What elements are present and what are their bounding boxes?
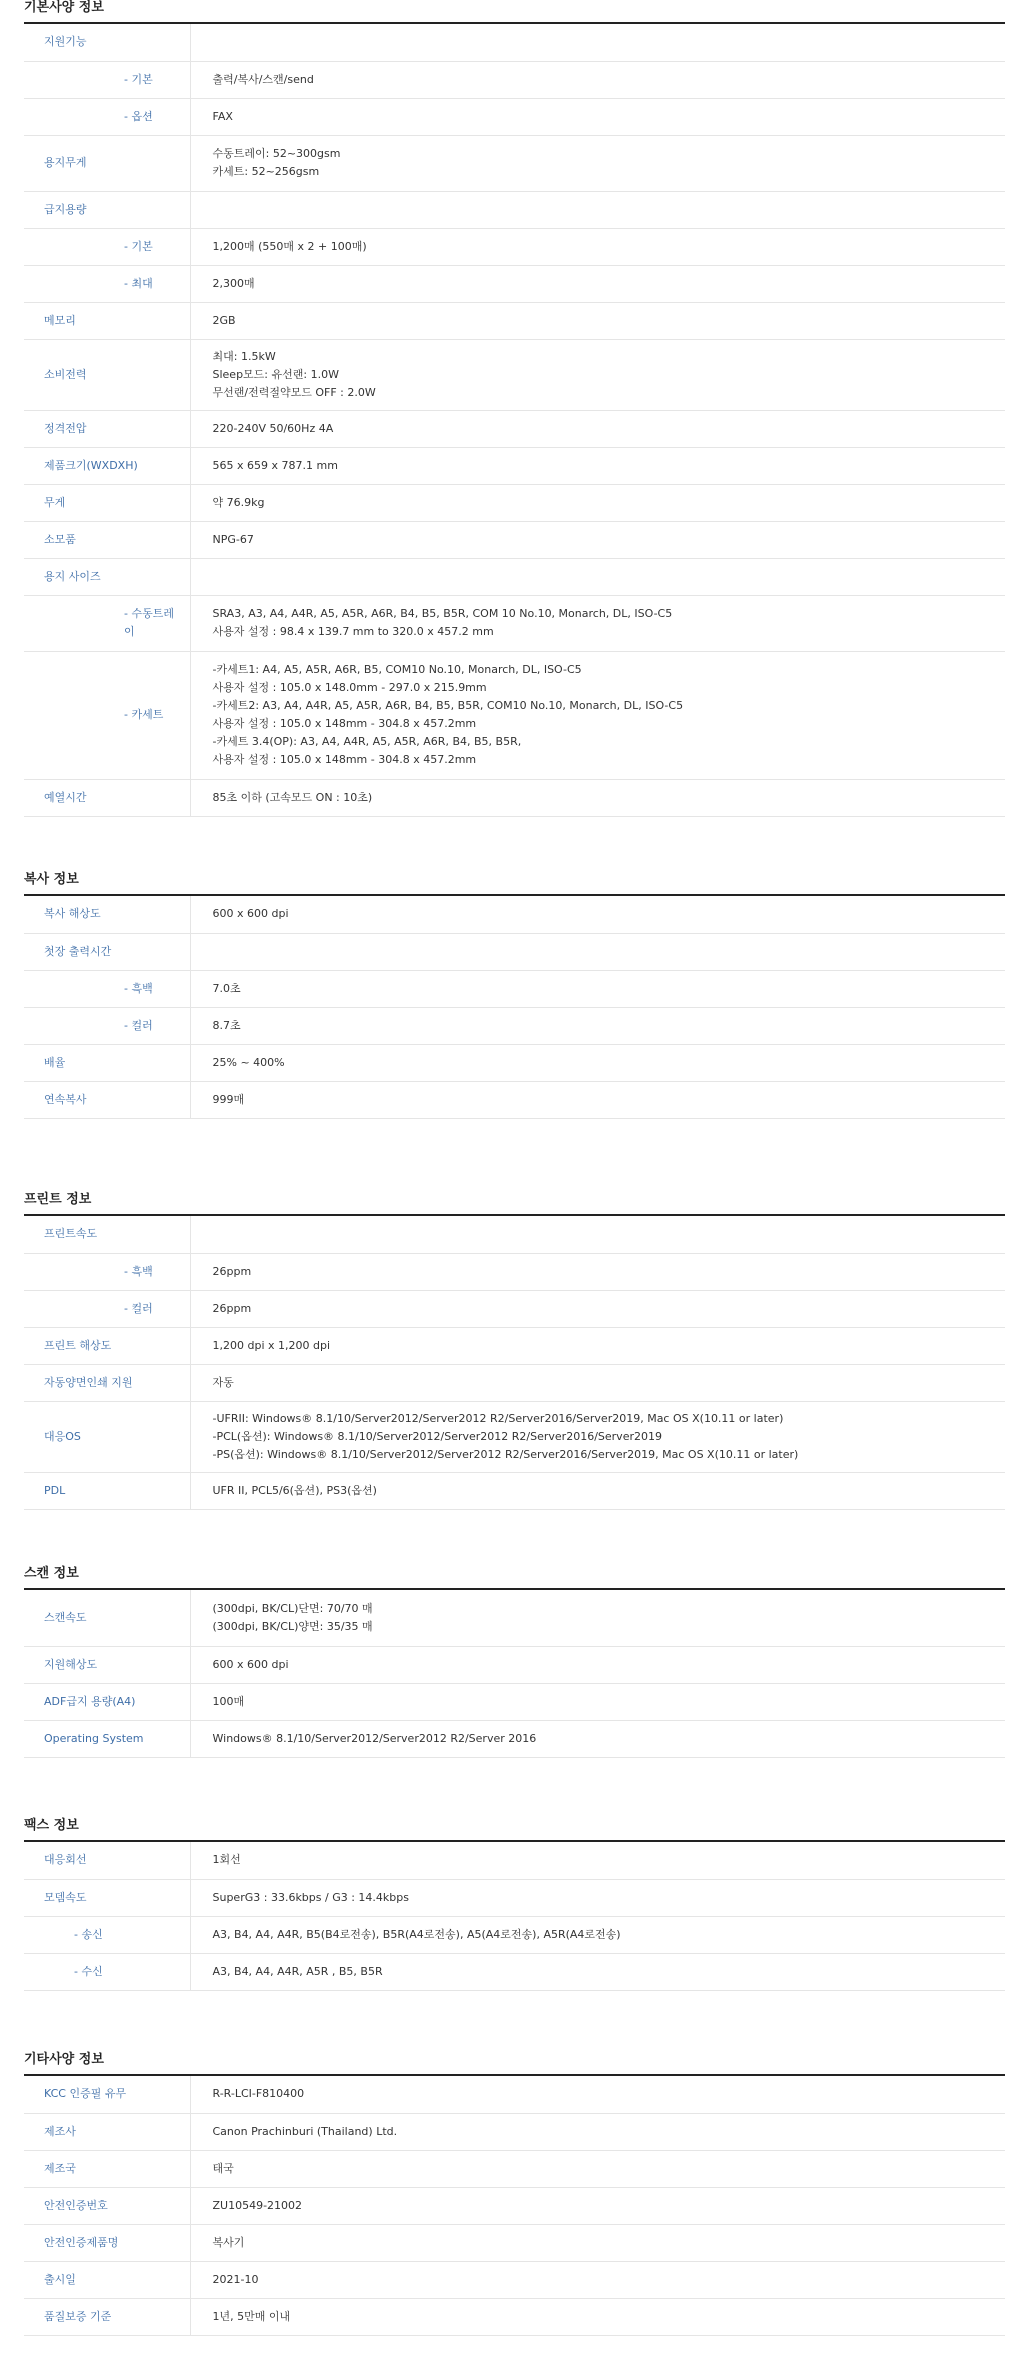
spec-section xyxy=(24,1566,1005,1758)
spec-label: 예열시간 xyxy=(24,779,190,816)
spec-value: NPG-67 xyxy=(212,532,254,546)
spec-row xyxy=(24,1879,1005,1916)
spec-value: Canon Prachinburi (Thailand) Ltd. xyxy=(212,2124,398,2138)
spec-label: 제조국 xyxy=(24,2150,190,2187)
spec-row xyxy=(24,1081,1005,1118)
spec-section xyxy=(24,872,1005,1119)
spec-label: 무게 xyxy=(24,484,190,521)
spec-row xyxy=(24,2113,1005,2150)
spec-row xyxy=(24,24,1005,61)
spec-label: 지원기능 xyxy=(24,24,190,61)
spec-label: - 옵션 xyxy=(24,98,190,135)
spec-row xyxy=(24,191,1005,228)
spec-row xyxy=(24,61,1005,98)
spec-label: PDL xyxy=(24,1472,190,1509)
spec-row xyxy=(24,2224,1005,2261)
spec-label: - 수신 xyxy=(24,1953,190,1990)
spec-value: 565 x 659 x 787.1 mm xyxy=(212,458,338,472)
spec-label: 복사 해상도 xyxy=(24,896,190,933)
spec-label: 용지 사이즈 xyxy=(24,558,190,595)
spec-value: 85초 이하 (고속모드 ON : 10초) xyxy=(212,790,373,804)
spec-row xyxy=(24,1044,1005,1081)
spec-label: - 컬러 xyxy=(24,1290,190,1327)
spec-label: 제조사 xyxy=(24,2113,190,2150)
spec-value: 태국 xyxy=(212,2161,234,2175)
spec-value: -카세트1: A4, A5, A5R, A6R, B5, COM10 No.10, Monarch, DL, ISO-C5 사용자 설정 : 105.0 x 148.0mm - 297.0 x 215.9mm -카세트2: A3, A4, A4R, A5, A5R, A6R, B4, B5, B5R, COM10 No.10, Monarch, DL, ISO-C5 사용자 설정 : 105.0 x 148mm - 304.8 x 457.2mm -카세트 3.4(OP): A3, A4, A4R, A5, A5R, A6R, B4, B5, B5R, 사용자 설정 : 105.0 x 148mm - 304.8 x 457.2mm xyxy=(212,663,684,766)
spec-table xyxy=(24,1590,1005,1758)
spec-section xyxy=(24,0,1005,817)
spec-row xyxy=(24,1590,1005,1646)
spec-value: FAX xyxy=(212,109,233,123)
spec-row xyxy=(24,1683,1005,1720)
spec-label: 출시일 xyxy=(24,2261,190,2298)
section-title: 복사 정보 xyxy=(24,872,1005,896)
spec-label: 품질보증 기준 xyxy=(24,2298,190,2335)
spec-row xyxy=(24,98,1005,135)
section-title: 스캔 정보 xyxy=(24,1566,1005,1590)
spec-label: 급지용량 xyxy=(24,191,190,228)
spec-row xyxy=(24,595,1005,651)
spec-value: A3, B4, A4, A4R, A5R , B5, B5R xyxy=(212,1964,383,1978)
spec-label: 안전인증번호 xyxy=(24,2187,190,2224)
section-title: 기본사양 정보 xyxy=(24,0,1005,24)
spec-value: ZU10549-21002 xyxy=(212,2198,303,2212)
spec-row xyxy=(24,1646,1005,1683)
spec-value: 220-240V 50/60Hz 4A xyxy=(212,421,334,435)
spec-label: - 흑백 xyxy=(24,970,190,1007)
spec-label: 첫장 출력시간 xyxy=(24,933,190,970)
spec-value: 100매 xyxy=(212,1694,245,1708)
spec-value: A3, B4, A4, A4R, B5(B4로전송), B5R(A4로전송), A5(A4로전송), A5R(A4로전송) xyxy=(212,1927,621,1941)
spec-row xyxy=(24,2261,1005,2298)
spec-value: 1회선 xyxy=(212,1853,241,1867)
spec-row xyxy=(24,2187,1005,2224)
spec-row xyxy=(24,447,1005,484)
spec-label: 스캔속도 xyxy=(24,1590,190,1646)
spec-label: - 기본 xyxy=(24,61,190,98)
spec-value: SuperG3 : 33.6kbps / G3 : 14.4kbps xyxy=(212,1890,409,1904)
spec-label: - 컬러 xyxy=(24,1007,190,1044)
spec-label: 안전인증제품명 xyxy=(24,2224,190,2261)
spec-label: 모뎀속도 xyxy=(24,1879,190,1916)
spec-row xyxy=(24,265,1005,302)
spec-row xyxy=(24,933,1005,970)
section-title: 팩스 정보 xyxy=(24,1818,1005,1842)
spec-value xyxy=(190,191,1005,228)
spec-label: 지원해상도 xyxy=(24,1646,190,1683)
spec-value: 출력/복사/스캔/send xyxy=(212,72,314,86)
spec-value: 1,200매 (550매 x 2 + 100매) xyxy=(212,239,367,253)
spec-label: 프린트속도 xyxy=(24,1216,190,1253)
spec-label: 용지무게 xyxy=(24,135,190,191)
spec-value: 2GB xyxy=(212,313,236,327)
spec-label: 대응OS xyxy=(24,1401,190,1472)
spec-table xyxy=(24,1842,1005,1991)
spec-row xyxy=(24,1953,1005,1990)
spec-value: 1,200 dpi x 1,200 dpi xyxy=(212,1338,331,1352)
spec-label: 배율 xyxy=(24,1044,190,1081)
spec-value xyxy=(190,558,1005,595)
spec-label: - 수동트레이 xyxy=(24,595,190,651)
spec-label: 프린트 해상도 xyxy=(24,1327,190,1364)
spec-row xyxy=(24,651,1005,779)
spec-label: 메모리 xyxy=(24,302,190,339)
spec-label: 소비전력 xyxy=(24,339,190,410)
spec-value: 600 x 600 dpi xyxy=(212,907,289,921)
spec-row xyxy=(24,484,1005,521)
spec-row xyxy=(24,521,1005,558)
spec-row xyxy=(24,135,1005,191)
spec-row xyxy=(24,1364,1005,1401)
spec-row xyxy=(24,1472,1005,1509)
spec-value: SRA3, A3, A4, A4R, A5, A5R, A6R, B4, B5, B5R, COM 10 No.10, Monarch, DL, ISO-C5 사용자 설정 : 98.4 x 139.7 mm to 320.0 x 457.2 mm xyxy=(212,607,673,638)
spec-value: (300dpi, BK/CL)단면: 70/70 매 (300dpi, BK/CL)양면: 35/35 매 xyxy=(212,1601,373,1633)
spec-value xyxy=(190,24,1005,61)
spec-value: 최대: 1.5kW Sleep모드: 유선랜: 1.0W 무선랜/전력절약모드 OFF : 2.0W xyxy=(212,349,376,399)
spec-section xyxy=(24,2052,1005,2336)
spec-value: 600 x 600 dpi xyxy=(212,1657,289,1671)
spec-value: 수동트레이: 52~300gsm 카세트: 52~256gsm xyxy=(212,147,341,178)
spec-row xyxy=(24,558,1005,595)
spec-label: - 기본 xyxy=(24,228,190,265)
spec-value: 999매 xyxy=(212,1092,245,1106)
spec-value: 약 76.9kg xyxy=(212,495,265,509)
spec-value: 7.0초 xyxy=(212,981,241,995)
spec-row xyxy=(24,339,1005,410)
spec-label: 제품크기(WXDXH) xyxy=(24,447,190,484)
spec-row xyxy=(24,1720,1005,1757)
spec-value xyxy=(190,933,1005,970)
spec-value: 2021-10 xyxy=(212,2272,259,2286)
spec-value: UFR II, PCL5/6(옵션), PS3(옵션) xyxy=(212,1483,377,1497)
spec-table xyxy=(24,24,1005,817)
spec-table xyxy=(24,896,1005,1119)
spec-label: - 송신 xyxy=(24,1916,190,1953)
spec-label: 연속복사 xyxy=(24,1081,190,1118)
spec-row xyxy=(24,302,1005,339)
spec-label: KCC 인증필 유무 xyxy=(24,2076,190,2113)
spec-label: 소모품 xyxy=(24,521,190,558)
spec-value: 26ppm xyxy=(212,1264,252,1278)
spec-row xyxy=(24,1842,1005,1879)
spec-table xyxy=(24,2076,1005,2336)
spec-label: Operating System xyxy=(24,1720,190,1757)
spec-value: 8.7초 xyxy=(212,1018,241,1032)
spec-row xyxy=(24,1916,1005,1953)
spec-label: - 흑백 xyxy=(24,1253,190,1290)
spec-row xyxy=(24,2076,1005,2113)
spec-value: 자동 xyxy=(212,1375,234,1389)
spec-row xyxy=(24,1007,1005,1044)
spec-row xyxy=(24,1327,1005,1364)
spec-section xyxy=(24,1192,1005,1510)
spec-row xyxy=(24,1401,1005,1472)
spec-row xyxy=(24,1253,1005,1290)
spec-value: Windows® 8.1/10/Server2012/Server2012 R2/Server 2016 xyxy=(212,1731,537,1745)
spec-value: 2,300매 xyxy=(212,276,255,290)
spec-value: R-R-LCI-F810400 xyxy=(212,2087,305,2101)
spec-value: 1년, 5만매 이내 xyxy=(212,2309,291,2323)
spec-row xyxy=(24,2298,1005,2335)
spec-label: 대응회선 xyxy=(24,1842,190,1879)
spec-section xyxy=(24,1818,1005,1991)
spec-label: 자동양면인쇄 지원 xyxy=(24,1364,190,1401)
spec-value: 26ppm xyxy=(212,1301,252,1315)
spec-label: 정격전압 xyxy=(24,410,190,447)
spec-row xyxy=(24,970,1005,1007)
spec-label: - 최대 xyxy=(24,265,190,302)
spec-value: -UFRII: Windows® 8.1/10/Server2012/Server2012 R2/Server2016/Server2019, Mac OS X(10.11 or later) -PCL(옵션): Windows® 8.1/10/Server2012/Server2012 R2/Server2016/Server2019 -PS(옵션): Windows® 8.1/10/Server2012/Server2012 R2/Server2016/Server2019, Mac OS X(10.11 or later) xyxy=(212,1411,799,1461)
spec-value xyxy=(190,1216,1005,1253)
spec-row xyxy=(24,779,1005,816)
spec-value: 25% ~ 400% xyxy=(212,1055,285,1069)
section-title: 기타사양 정보 xyxy=(24,2052,1005,2076)
section-title: 프린트 정보 xyxy=(24,1192,1005,1216)
spec-row xyxy=(24,410,1005,447)
spec-label: ADF급지 용량(A4) xyxy=(24,1683,190,1720)
spec-label: - 카세트 xyxy=(24,651,190,779)
spec-row xyxy=(24,896,1005,933)
spec-row xyxy=(24,1216,1005,1253)
spec-row xyxy=(24,228,1005,265)
spec-row xyxy=(24,1290,1005,1327)
spec-value: 복사기 xyxy=(212,2235,245,2249)
spec-table xyxy=(24,1216,1005,1510)
spec-row xyxy=(24,2150,1005,2187)
